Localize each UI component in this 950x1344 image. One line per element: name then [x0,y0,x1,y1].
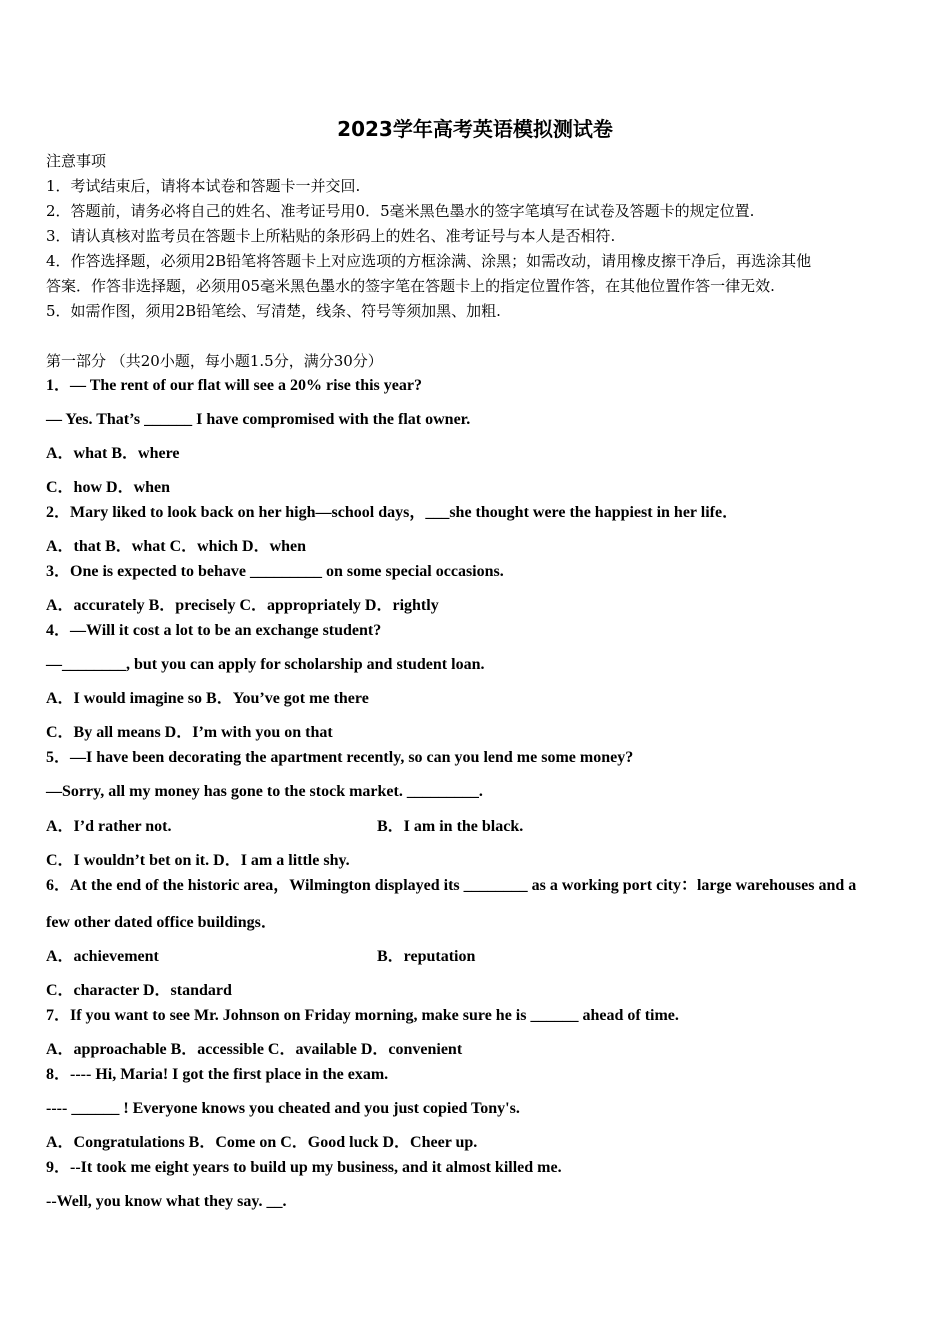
question-reply: --Well, you know what they say. __. [46,1193,287,1210]
question-reply: —________, but you can apply for scholarship and student loan. [46,656,485,673]
notes-item: 5．如需作图，须用2B铅笔绘、写清楚，线条、符号等须加黑、加粗. [46,302,501,320]
question-stem: 9．--It took me eight years to build up my business, and it almost killed me. [46,1159,562,1176]
notes-item: 4．作答选择题，必须用2B铅笔将答题卡上对应选项的方框涂满、涂黑；如需改动，请用橡皮擦干净后，再选涂其他 [46,252,812,270]
question-stem: 4．—Will it cost a lot to be an exchange student? [46,622,382,639]
answer-options: C．By all means D．I’m with you on that [46,724,333,741]
answer-options: C．character D．standard [46,982,232,999]
question-reply: —Sorry, all my money has gone to the stock market. _________. [46,783,483,800]
question-stem: 2．Mary liked to look back on her high—school days，___she thought were the happiest in her life． [46,504,739,521]
question-stem: 3．One is expected to behave _________ on some special occasions. [46,563,504,580]
question-stem: 1．— The rent of our flat will see a 20% rise this year? [46,377,422,394]
notes-item: 答案．作答非选择题，必须用05毫米黑色墨水的签字笔在答题卡上的指定位置作答，在其他位置作答一律无效. [46,277,775,295]
question-stem-continued: few other dated office buildings． [46,914,277,931]
question-reply: ---- ______ ! Everyone knows you cheated and you just copied Tony's. [46,1100,520,1117]
question-stem: 5．—I have been decorating the apartment recently, so can you lend me some money? [46,749,634,766]
answer-options: A．I would imagine so B．You’ve got me there [46,690,369,707]
answer-option-a: A．achievement [46,948,159,965]
answer-options: C．how D．when [46,479,171,496]
notes-heading: 注意事项 [46,152,107,170]
answer-options: A．approachable B．accessible C．available D．convenient [46,1041,463,1058]
answer-options: A．that B．what C．which D．when [46,538,307,555]
page-title: 2023学年高考英语模拟测试卷 [337,117,613,141]
question-stem: 8．---- Hi, Maria! I got the first place in the exam. [46,1066,389,1083]
answer-option-a: A．I’d rather not. [46,818,172,835]
answer-option-b: B．reputation [377,948,476,965]
notes-item: 2．答题前，请务必将自己的姓名、准考证号用0．5毫米黑色墨水的签字笔填写在试卷及答题卡的规定位置. [46,202,755,220]
question-reply: — Yes. That’s ______ I have compromised with the flat owner. [46,411,471,428]
answer-options: A．accurately B．precisely C．appropriately D．rightly [46,597,439,614]
notes-item: 1．考试结束后，请将本试卷和答题卡一并交回. [46,177,361,195]
notes-item: 3．请认真核对监考员在答题卡上所粘贴的条形码上的姓名、准考证号与本人是否相符. [46,227,616,245]
question-stem: 7．If you want to see Mr. Johnson on Friday morning, make sure he is ______ ahead of time. [46,1007,679,1024]
answer-options: C．I wouldn’t bet on it. D．I am a little shy. [46,852,350,869]
question-stem: 6．At the end of the historic area，Wilmington displayed its ________ as a working port city：large warehouses and a [46,877,857,894]
section-heading: 第一部分 （共20小题，每小题1.5分，满分30分） [46,352,383,370]
answer-option-b: B．I am in the black. [377,818,524,835]
answer-options: A．what B．where [46,445,180,462]
answer-options: A．Congratulations B．Come on C．Good luck D．Cheer up. [46,1134,478,1151]
